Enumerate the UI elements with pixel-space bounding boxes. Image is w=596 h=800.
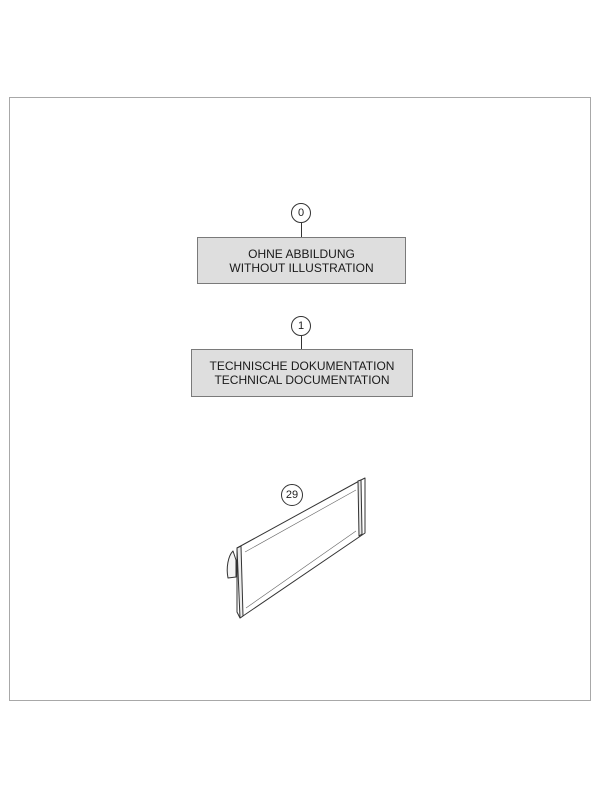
callout-0-number[interactable]: 0 [291, 203, 311, 223]
callout-1-label-de: TECHNISCHE DOKUMENTATION [209, 359, 395, 373]
callout-1-label-en: TECHNICAL DOCUMENTATION [214, 373, 390, 387]
callout-0-label-en: WITHOUT ILLUSTRATION [229, 261, 374, 275]
callout-29-number[interactable]: 29 [281, 484, 303, 506]
callout-1-number[interactable]: 1 [291, 316, 311, 336]
callout-0-label-de: OHNE ABBILDUNG [248, 247, 355, 261]
